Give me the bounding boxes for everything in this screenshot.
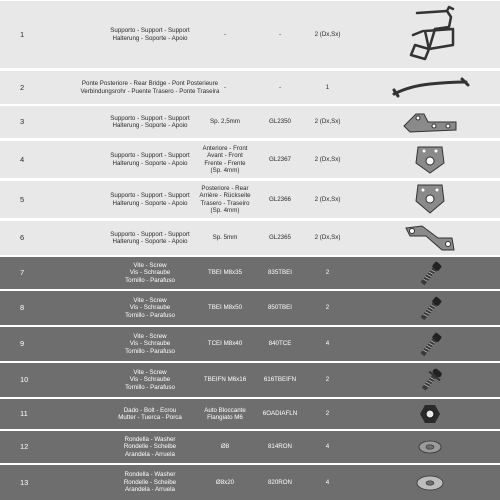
- table-row: [0, 105, 500, 138]
- item-quantity: 2: [325, 269, 330, 277]
- item-quantity: 2 (Dx,Sx): [314, 195, 341, 203]
- table-row: [0, 140, 500, 178]
- screw-icon: [380, 291, 480, 325]
- washer-icon: [380, 431, 480, 463]
- item-description: Rondella - Washer Rondelle - Scheibe Arandela - Arruela: [123, 435, 177, 458]
- item-code: 6OADIAFLN: [262, 410, 298, 418]
- item-quantity: 4: [325, 478, 330, 486]
- item-number: 1: [20, 29, 25, 39]
- item-spec: -: [223, 30, 227, 38]
- item-code: 850TBEI: [267, 304, 293, 312]
- item-code: 835TBEI: [267, 269, 293, 277]
- item-spec: Posteriore - Rear Arrière - Rückseite Trasero - Traseiro (Sp. 4mm): [199, 184, 251, 214]
- item-spec: Ø8: [220, 443, 230, 451]
- item-number: 9: [20, 339, 25, 349]
- plate-bracket-icon: [380, 221, 480, 255]
- item-number: 12: [20, 442, 29, 452]
- washer-large-icon: [380, 465, 480, 500]
- nut-icon: [380, 399, 480, 429]
- item-quantity: 2: [325, 410, 330, 418]
- table-row: [0, 398, 500, 429]
- screw-flange-icon: [380, 363, 480, 397]
- item-quantity: 2 (Dx,Sx): [314, 118, 341, 126]
- item-number: 3: [20, 117, 25, 127]
- item-number: 5: [20, 194, 25, 204]
- table-row: [0, 430, 500, 463]
- item-description: Vite - Screw Vis - Schraube Tornillo - Parafuso: [125, 261, 175, 284]
- table-row: [0, 464, 500, 500]
- item-code: 616TBEIFN: [263, 376, 297, 384]
- item-spec: TBEIFN M6x16: [203, 376, 247, 384]
- item-quantity: 1: [325, 83, 330, 91]
- item-code: 820RON: [267, 478, 293, 486]
- item-description: Supporto - Support - Support Halterung - Soporte - Apoio: [110, 152, 190, 167]
- item-number: 11: [20, 409, 28, 419]
- item-description: Vite - Screw Vis - Schraube Tornillo - Parafuso: [125, 296, 175, 319]
- item-number: 8: [20, 303, 25, 313]
- item-code: 814RON: [267, 443, 293, 451]
- item-spec: TCEI M8x40: [207, 340, 243, 348]
- item-code: 840TCE: [268, 340, 292, 348]
- rack-frame-icon: [380, 1, 480, 68]
- item-spec: Auto Bloccante Flangiato M6: [204, 406, 246, 421]
- table-row: [0, 0, 500, 68]
- item-number: 2: [20, 82, 25, 92]
- item-description: Vite - Screw Vis - Schraube Tornillo - Parafuso: [125, 368, 175, 391]
- table-row: [0, 326, 500, 361]
- screw-icon: [380, 327, 480, 361]
- table-row: [0, 256, 500, 289]
- item-quantity: 4: [325, 443, 330, 451]
- item-quantity: 4: [325, 340, 330, 348]
- screw-icon: [380, 257, 480, 289]
- item-number: 6: [20, 233, 25, 243]
- item-number: 7: [20, 268, 25, 278]
- bracket-icon: [380, 106, 480, 138]
- item-description: Supporto - Support - Support Halterung - Soporte - Apoio: [110, 192, 190, 207]
- table-row: [0, 180, 500, 218]
- item-description: Supporto - Support - Support Halterung - Soporte - Apoio: [110, 27, 190, 42]
- item-spec: Sp. 5mm: [212, 234, 238, 242]
- item-number: 13: [20, 477, 29, 487]
- item-spec: Ø8x20: [215, 478, 235, 486]
- table-row: [0, 70, 500, 104]
- item-code: GL2366: [268, 195, 292, 203]
- item-quantity: 2 (Dx,Sx): [314, 155, 341, 163]
- item-spec: TBEI M8x35: [207, 269, 243, 277]
- item-number: 10: [20, 375, 29, 385]
- item-quantity: 2 (Dx,Sx): [314, 234, 341, 242]
- rear-plate-icon: [380, 181, 480, 218]
- item-spec: Anteriore - Front Avant - Front Frente - Frente (Sp. 4mm): [202, 144, 248, 174]
- item-description: Dado - Bolt - Ecrou Mutter - Tuerca - Porca: [118, 406, 182, 421]
- item-quantity: 2: [325, 376, 330, 384]
- item-number: 4: [20, 154, 25, 164]
- item-code: GL2367: [268, 155, 292, 163]
- item-code: GL2350: [268, 118, 292, 126]
- rear-bridge-icon: [380, 71, 480, 104]
- item-spec: -: [223, 83, 227, 91]
- item-quantity: 2: [325, 304, 330, 312]
- item-description: Ponte Posteriore - Rear Bridge - Pont Posterieure Verbindungsrohr - Puente Trasero - Ponte Traseira: [80, 80, 220, 95]
- item-description: Supporto - Support - Support Halterung - Soporte - Apoio: [110, 230, 190, 245]
- item-code: -: [278, 30, 282, 38]
- item-spec: Sp. 2,5mm: [210, 118, 240, 126]
- front-plate-icon: [380, 141, 480, 178]
- item-spec: TBEI M8x50: [207, 304, 243, 312]
- item-code: -: [278, 83, 282, 91]
- table-row: [0, 290, 500, 325]
- item-description: Vite - Screw Vis - Schraube Tornillo - Parafuso: [125, 332, 175, 355]
- table-row: [0, 220, 500, 255]
- item-description: Rondella - Washer Rondelle - Scheibe Arandela - Arruela: [123, 471, 177, 494]
- item-description: Supporto - Support - Support Halterung - Soporte - Apoio: [110, 114, 190, 129]
- table-row: [0, 362, 500, 397]
- item-code: GL2365: [268, 234, 292, 242]
- item-quantity: 2 (Dx,Sx): [314, 30, 341, 38]
